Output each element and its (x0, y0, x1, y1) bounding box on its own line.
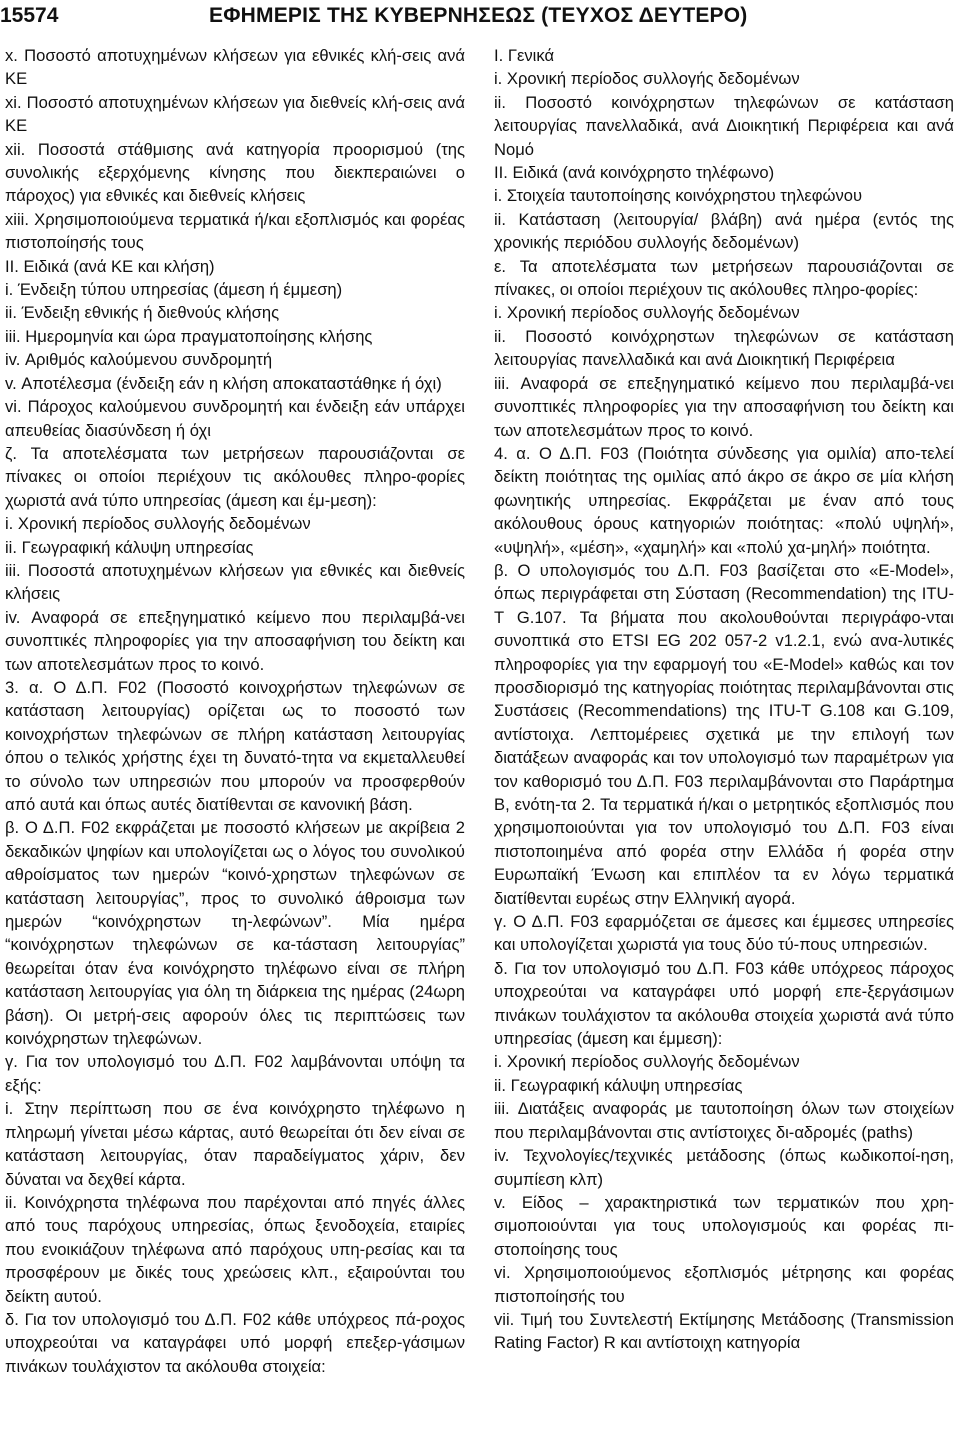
paragraph: ii. Ποσοστό κοινόχρηστων τηλεφώνων σε κατάσταση λειτουργίας πανελλαδικά και ανά Διοικητική Περιφέρεια (494, 326, 954, 370)
paragraph: iii. Ημερομηνία και ώρα πραγματοποίησης κλήσης (5, 326, 373, 346)
paragraph: i. Στοιχεία ταυτοποίησης κοινόχρηστου τηλεφώνου (494, 186, 863, 206)
paragraph: iv. Αναφορά σε επεξηγηματικό κείμενο που περιλαμβά-νει συνοπτικές πληροφορίες για την αποσαφήνιση του δείκτη και των αποτελεσμάτων προς το κοινό. (5, 607, 465, 674)
paragraph: ii. Γεωγραφική κάλυψη υπηρεσίας (494, 1075, 743, 1095)
paragraph: γ. Ο Δ.Π. F03 εφαρμόζεται σε άμεσες και έμμεσες υπηρεσίες και υπολογίζεται χωριστά για τους δύο τύ-πους υπηρεσιών. (494, 912, 954, 955)
paragraph: iii. Ποσοστά αποτυχημένων κλήσεων για εθνικές και διεθνείς κλήσεις (5, 560, 465, 604)
paragraph: v. Αποτέλεσμα (ένδειξη εάν η κλήση αποκαταστάθηκε ή όχι) (5, 373, 442, 393)
paragraph: iv. Αριθμός καλούμενου συνδρομητή (5, 350, 273, 370)
paragraph: x. Ποσοστό αποτυχημένων κλήσεων για εθνικές κλή-σεις ανά ΚΕ (5, 46, 465, 89)
right-column (494, 44, 954, 1428)
paragraph: i. Ένδειξη τύπου υπηρεσίας (άμεση ή έμμεση) (5, 280, 343, 300)
paragraph: ii. Κατάσταση (λειτουργία/ βλάβη) ανά ημέρα (εντός της χρονικής περιόδου συλλογής δεδομένων) (494, 209, 954, 253)
paragraph: xi. Ποσοστό αποτυχημένων κλήσεων για διεθνείς κλή-σεις ανά ΚΕ (5, 92, 465, 136)
paragraph: i. Χρονική περίοδος συλλογής δεδομένων (494, 303, 800, 323)
paragraph: i. Στην περίπτωση που σε ένα κοινόχρηστο τηλέφωνο η πληρωμή γίνεται μέσω κάρτας, αυτό θεωρείται ότι δεν είναι σε κατάσταση λειτουργίας, όταν παραδείγματος χάριν, δεν δύναται να δεχθεί κάρτα. (5, 1099, 465, 1189)
page-number: 15574 (0, 4, 59, 27)
paragraph: 4. α. Ο Δ.Π. F03 (Ποιότητα σύνδεσης για ομιλία) απο-τελεί δείκτη ποιότητας της ομιλίας από άκρο σε άκρο σε μία κλήση φωνητικής υπηρεσίας. Εκφράζεται με έναν από τους ακόλουθους όρους κατηγοριών ποιότητας: «πολύ υψηλή», «υψηλή», «μέση», «χαμηλή» και «πολύ χα-μηλή» ποιότητα. (494, 443, 954, 557)
paragraph: δ. Για τον υπολογισμό του Δ.Π. F03 κάθε υπόχρεος πάροχος υποχρεούται να καταγράφει υπό μορφή επε-ξεργάσιμων πινάκων τουλάχιστον τα ακόλουθα στοιχεία χωριστά ανά τύπο υπηρεσίας (άμεση και έμμεση): (494, 958, 954, 1049)
paragraph: ii. Ένδειξη εθνικής ή διεθνούς κλήσης (5, 303, 280, 323)
gazette-title: ΕΦΗΜΕΡΙΣ ΤΗΣ ΚΥΒΕΡΝΗΣΕΩΣ (ΤΕΥΧΟΣ ΔΕΥΤΕΡΟ) (209, 4, 748, 27)
paragraph: ii. Γεωγραφική κάλυψη υπηρεσίας (5, 537, 254, 557)
paragraph: ε. Τα αποτελέσματα των μετρήσεων παρουσιάζονται σε πίνακες, οι οποίοι περιέχουν τις ακόλουθες πληρο-φορίες: (494, 256, 954, 300)
paragraph: vii. Τιμή του Συντελεστή Εκτίμησης Μετάδοσης (Transmission Rating Factor) R και αντίστοιχη κατηγορία (494, 1309, 954, 1353)
paragraph: i. Χρονική περίοδος συλλογής δεδομένων (494, 69, 800, 89)
paragraph: β. Ο Δ.Π. F02 εκφράζεται με ποσοστό κλήσεων με ακρίβεια 2 δεκαδικών ψηφίων και υπολογίζεται ως ο λόγος του συνολικού αθροίσματος των ημερών “κοινό-χρηστων τηλεφώνων σε κατάσταση λειτουργίας”, προς το συνολικό άθροισμα των ημερών “κοινόχρηστων τη-λεφώνων”. Μία ημέρα “κοινόχρηστων τηλεφώνων σε κα-τάσταση λειτουργίας” θεωρείται όταν ένα κοινόχρηστο τηλέφωνο είναι σε πλήρη κατάσταση λειτουργίας για όλη τη διάρκεια της ημέρας (24ωρη βάση). Οι μετρή-σεις αφορούν όλες τις περιπτώσεις των κοινόχρηστων τηλεφώνων. (5, 818, 465, 1049)
paragraph: ii. Ποσοστό κοινόχρηστων τηλεφώνων σε κατάσταση λειτουργίας πανελλαδικά, ανά Διοικητική Περιφέρεια και ανά Νομό (494, 92, 954, 159)
left-column (5, 44, 465, 1428)
paragraph: ΙΙ. Ειδικά (ανά ΚΕ και κλήση) (5, 256, 215, 276)
paragraph: i. Χρονική περίοδος συλλογής δεδομένων (494, 1052, 800, 1072)
paragraph: iii. Διατάξεις αναφοράς με ταυτοποίηση όλων των στοιχείων που περιλαμβάνονται στις αντίστοιχες δι-αδρομές (paths) (494, 1099, 954, 1142)
paragraph: 3. α. Ο Δ.Π. F02 (Ποσοστό κοινοχρήστων τηλεφώνων σε κατάσταση λειτουργίας) ορίζεται ως το ποσοστό των κοινοχρήστων τηλεφώνων σε πλήρη κατάσταση λειτουργίας όπου ο τελικός χρήστης έχει τη δυνατό-τητα να εκμεταλλευθεί το σύνολο των υπηρεσιών που μπορούν να προσφερθούν από αυτά και όπως αυτές διατίθενται σε κανονική βάση. (5, 677, 465, 814)
paragraph: iii. Αναφορά σε επεξηγηματικό κείμενο που περιλαμβά-νει συνοπτικές πληροφορίες για την αποσαφήνιση του δείκτη και των αποτελεσμάτων προς το κοινό. (494, 373, 954, 440)
paragraph: vi. Χρησιμοποιούμενος εξοπλισμός μέτρησης και φορέας πιστοποίησής του (494, 1263, 954, 1306)
paragraph: ζ. Τα αποτελέσματα των μετρήσεων παρουσιάζονται σε πίνακες οι οποίοι περιέχουν τις ακόλουθες πληρο-φορίες χωριστά ανά τύπο υπηρεσίας (άμεση και έμ-μεση): (5, 443, 465, 510)
paragraph: ii. Κοινόχρηστα τηλέφωνα που παρέχονται από πηγές άλλες από τους παρόχους υπηρεσίας, όπως ξενοδοχεία, εταιρίες που ενοικιάζουν τηλέφωνα από παρόχους υπη-ρεσίας και τα προσφέρουν με δικές τους χρεώσεις κλπ., εξαιρούνται του δείκτη αυτού. (5, 1192, 465, 1306)
paragraph: δ. Για τον υπολογισμό του Δ.Π. F02 κάθε υπόχρεος πά-ροχος υποχρεούται να καταγράφει υπό μορφή επεξερ-γάσιμων πινάκων τουλάχιστον τα ακόλουθα στοιχεία: (5, 1309, 465, 1376)
paragraph: v. Είδος – χαρακτηριστικά των τερματικών που χρη-σιμοποιούνται για τους υπολογισμούς και φορέας πι-στοποίησης τους (494, 1192, 954, 1259)
paragraph: iv. Τεχνολογίες/τεχνικές μετάδοσης (όπως κωδικοποί-ηση, συμπίεση κλπ) (494, 1146, 954, 1189)
paragraph: vi. Πάροχος καλούμενου συνδρομητή και ένδειξη εάν υπάρχει απευθείας διασύνδεση ή όχι (5, 397, 465, 440)
paragraph: γ. Για τον υπολογισμό του Δ.Π. F02 λαμβάνονται υπόψη τα εξής: (5, 1052, 465, 1095)
page-header (0, 0, 960, 34)
paragraph: xiii. Χρησιμοποιούμενα τερματικά ή/και εξοπλισμός και φορέας πιστοποίησής τους (5, 209, 465, 253)
paragraph: Ι. Γενικά (494, 46, 555, 65)
paragraph: ΙΙ. Ειδικά (ανά κοινόχρηστο τηλέφωνο) (494, 163, 775, 183)
paragraph: β. Ο υπολογισμός του Δ.Π. F03 βασίζεται στο «E-Model», όπως περιγράφεται στη Σύσταση (Recommendation) της ITU-T G.107. Τα βήματα που ακολουθούνται περιγράφο-νται συνοπτικά στο ETSI EG 202 057-2 v1.2.1, ενώ ανα-λυτικές πληροφορίες για την εφαρμογή του «E-Model» καθώς και τον προσδιορισμό της κατηγορίας ποιότητας περιλαμβάνονται στις Συστάσεις (Recommendations) της ITU-T G.108 και G.109, αντίστοιχα. Λεπτομέρειες σχετικά με την επιλογή των διατάξεων αναφοράς και τον υπολογισμό των παραμέτρων για τον καθορισμό του Δ.Π. F03 περιλαμβάνονται στο Παράρτημα Β, ενότη-τα 2. Τα τερματικά ή/και ο μετρητικός εξοπλισμός που χρησιμοποιούνται για τον υπολογισμό του Δ.Π. F03 είναι πιστοποιημένα από φορέα στην Ελλάδα ή φορέα στην Ευρωπαϊκή Ένωση και επιπλέον τα εν λόγω τερματικά διατίθενται ευρέως στην Ελληνική αγορά. (494, 560, 954, 908)
paragraph: xii. Ποσοστά στάθμισης ανά κατηγορία προορισμού (της συνολικής εξερχόμενης κίνησης που διεκπεραιώνει ο πάροχος) για εθνικές και διεθνείς κλήσεις (5, 139, 465, 206)
paragraph: i. Χρονική περίοδος συλλογής δεδομένων (5, 514, 311, 534)
